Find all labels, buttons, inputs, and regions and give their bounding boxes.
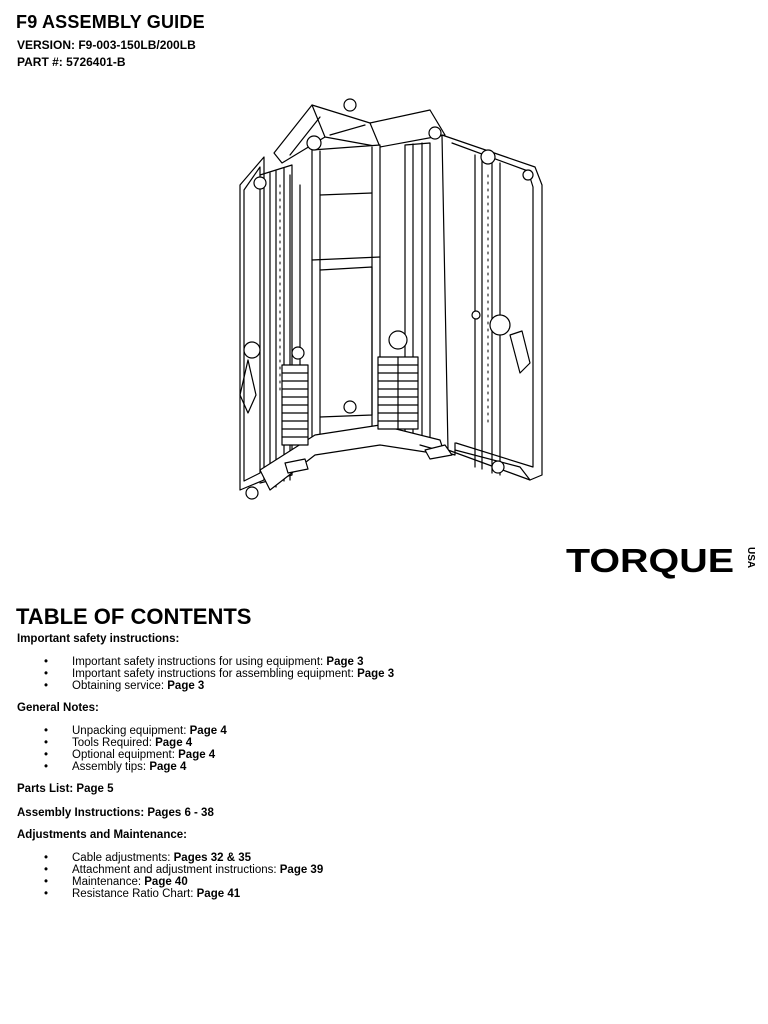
item-text: Maintenance: (72, 876, 145, 888)
item-text: Assembly tips: (72, 761, 150, 773)
item-text: Important safety instructions for using equipment: (72, 656, 327, 668)
item-text: Obtaining service: (72, 680, 168, 692)
item-page: Page 4 (178, 749, 216, 761)
document-title: F9 ASSEMBLY GUIDE (16, 12, 205, 32)
bullet: • (44, 737, 49, 749)
item-text: Attachment and adjustment instructions: (72, 864, 280, 876)
item-page: Page 40 (144, 876, 188, 888)
item-text: Optional equipment: (72, 749, 179, 761)
item-text: Tools Required: (72, 737, 156, 749)
item-text: Unpacking equipment: (72, 725, 190, 737)
item-page: Page 3 (326, 656, 364, 668)
item-page: Page 3 (167, 680, 205, 692)
svg-text:USA: USA (745, 547, 756, 569)
svg-text:TORQUE: TORQUE (566, 542, 734, 579)
bullet: • (44, 680, 49, 692)
parts-list-line: Parts List: Page 5 (17, 783, 114, 795)
machine-illustration (230, 95, 550, 510)
part-number-line: PART #: 5726401-B (17, 55, 126, 69)
safety-heading: Important safety instructions: (17, 633, 180, 645)
item-page: Page 41 (196, 888, 241, 900)
bullet: • (44, 749, 49, 761)
bullet: • (44, 725, 49, 737)
assembly-instructions-line: Assembly Instructions: Pages 6 - 38 (17, 807, 214, 819)
item-page: Page 39 (279, 864, 324, 876)
item-page: Pages 32 & 35 (173, 852, 251, 864)
bullet: • (44, 668, 49, 680)
item-text: Resistance Ratio Chart: (72, 888, 197, 900)
torque-usa-logo (566, 543, 754, 579)
bullet: • (44, 864, 49, 876)
item-page: Page 3 (357, 668, 395, 680)
adjustments-heading: Adjustments and Maintenance: (17, 829, 187, 841)
bullet: • (44, 656, 49, 668)
item-page: Page 4 (149, 761, 187, 773)
general-notes-heading: General Notes: (17, 702, 99, 714)
item-page: Page 4 (189, 725, 227, 737)
bullet: • (44, 888, 49, 900)
bullet: • (44, 852, 49, 864)
item-text: Important safety instructions for assembling equipment: (72, 668, 358, 680)
item-text: Cable adjustments: (72, 852, 174, 864)
toc-title: TABLE OF CONTENTS (16, 604, 252, 629)
item-page: Page 4 (155, 737, 193, 749)
bullet: • (44, 761, 49, 773)
bullet: • (44, 876, 49, 888)
version-line: VERSION: F9-003-150LB/200LB (17, 38, 196, 52)
